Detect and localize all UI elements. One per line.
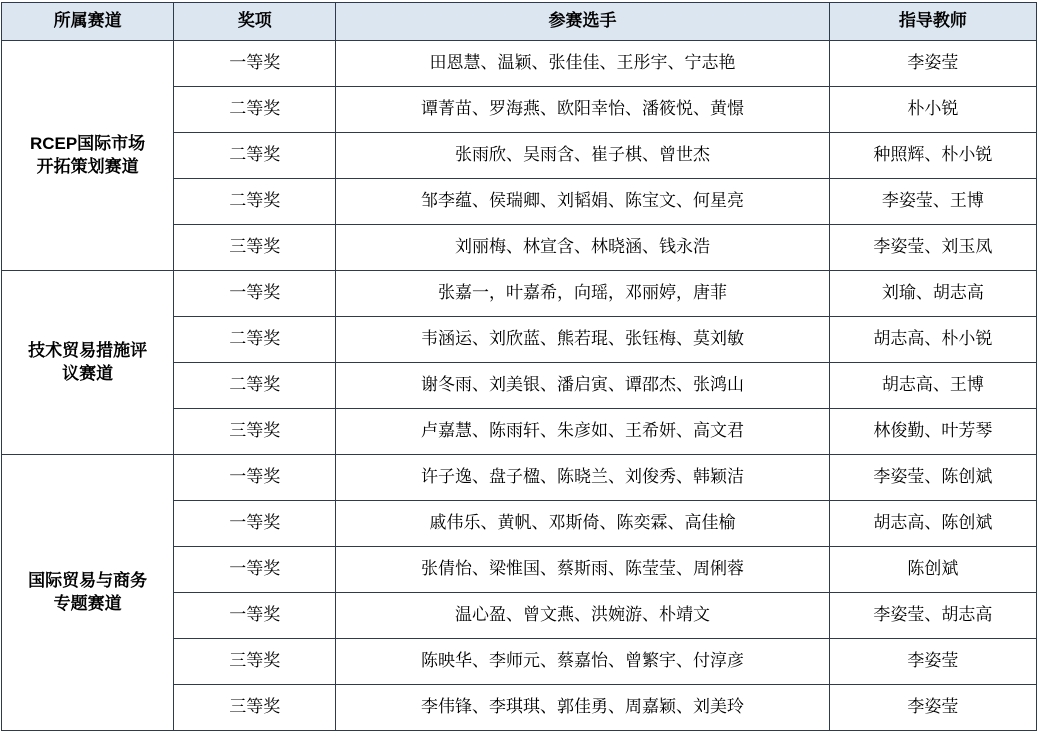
teacher-cell: 李姿莹、王博 — [829, 179, 1036, 225]
teacher-cell: 李姿莹、陈创斌 — [829, 455, 1036, 501]
award-cell: 二等奖 — [174, 87, 336, 133]
teacher-cell: 胡志高、朴小锐 — [829, 317, 1036, 363]
teacher-cell: 李姿莹 — [829, 41, 1036, 87]
award-cell: 一等奖 — [174, 41, 336, 87]
table-header — [2, 3, 1037, 41]
players-cell: 卢嘉慧、陈雨轩、朱彦如、王希妍、高文君 — [336, 409, 829, 455]
award-cell: 二等奖 — [174, 363, 336, 409]
players-cell: 陈映华、李师元、蔡嘉怡、曾繁宇、付淳彦 — [336, 639, 829, 685]
award-cell: 二等奖 — [174, 133, 336, 179]
track-cell-technical-trade — [2, 271, 174, 455]
award-cell: 一等奖 — [174, 501, 336, 547]
track-line: 议赛道 — [62, 363, 114, 383]
teacher-cell: 朴小锐 — [829, 87, 1036, 133]
award-cell: 三等奖 — [174, 225, 336, 271]
players-cell: 田恩慧、温颖、张佳佳、王彤宇、宁志艳 — [336, 41, 829, 87]
column-header-award: 奖项 — [174, 3, 336, 41]
players-cell: 韦涵运、刘欣蓝、熊若琨、张钰梅、莫刘敏 — [336, 317, 829, 363]
track-line: 专题赛道 — [53, 593, 122, 613]
table-row — [2, 271, 1037, 317]
track-cell-international-trade — [2, 455, 174, 731]
award-cell: 二等奖 — [174, 179, 336, 225]
table-body — [2, 41, 1037, 731]
teacher-cell: 李姿莹、胡志高 — [829, 593, 1036, 639]
players-cell: 温心盈、曾文燕、洪婉游、朴靖文 — [336, 593, 829, 639]
column-header-teacher: 指导教师 — [829, 3, 1036, 41]
track-cell-rcep — [2, 41, 174, 271]
players-cell: 李伟锋、李琪琪、郭佳勇、周嘉颖、刘美玲 — [336, 685, 829, 731]
header-row — [2, 3, 1037, 41]
teacher-cell: 种照辉、朴小锐 — [829, 133, 1036, 179]
award-cell: 一等奖 — [174, 455, 336, 501]
table-row — [2, 455, 1037, 501]
track-line: 开拓策划赛道 — [36, 156, 139, 176]
award-results-table — [1, 2, 1037, 731]
teacher-cell: 李姿莹、刘玉凤 — [829, 225, 1036, 271]
teacher-cell: 胡志高、陈创斌 — [829, 501, 1036, 547]
award-cell: 一等奖 — [174, 271, 336, 317]
players-cell: 戚伟乐、黄帆、邓斯倚、陈奕霖、高佳榆 — [336, 501, 829, 547]
players-cell: 张倩怡、梁惟国、蔡斯雨、陈莹莹、周俐蓉 — [336, 547, 829, 593]
teacher-cell: 林俊勤、叶芳琴 — [829, 409, 1036, 455]
players-cell: 谭菁苗、罗海燕、欧阳幸怡、潘筱悦、黄憬 — [336, 87, 829, 133]
teacher-cell: 刘瑜、胡志高 — [829, 271, 1036, 317]
column-header-track: 所属赛道 — [2, 3, 174, 41]
award-cell: 三等奖 — [174, 639, 336, 685]
players-cell: 张嘉一，叶嘉希，向瑶，邓丽婷，唐菲 — [336, 271, 829, 317]
teacher-cell: 李姿莹 — [829, 639, 1036, 685]
players-cell: 邹李蕴、侯瑞卿、刘韬娟、陈宝文、何星亮 — [336, 179, 829, 225]
award-cell: 一等奖 — [174, 593, 336, 639]
column-header-players: 参赛选手 — [336, 3, 829, 41]
track-line: 国际贸易与商务 — [28, 570, 148, 590]
track-line: 技术贸易措施评 — [28, 340, 148, 360]
award-cell: 一等奖 — [174, 547, 336, 593]
teacher-cell: 李姿莹 — [829, 685, 1036, 731]
players-cell: 张雨欣、吴雨含、崔子棋、曾世杰 — [336, 133, 829, 179]
award-cell: 二等奖 — [174, 317, 336, 363]
table-row — [2, 41, 1037, 87]
teacher-cell: 陈创斌 — [829, 547, 1036, 593]
award-cell: 三等奖 — [174, 409, 336, 455]
award-cell: 三等奖 — [174, 685, 336, 731]
players-cell: 谢冬雨、刘美银、潘启寅、谭邵杰、张鸿山 — [336, 363, 829, 409]
teacher-cell: 胡志高、王博 — [829, 363, 1036, 409]
players-cell: 许子逸、盘子楹、陈晓兰、刘俊秀、韩颖洁 — [336, 455, 829, 501]
track-line: RCEP国际市场 — [29, 133, 146, 153]
players-cell: 刘丽梅、林宣含、林晓涵、钱永浩 — [336, 225, 829, 271]
